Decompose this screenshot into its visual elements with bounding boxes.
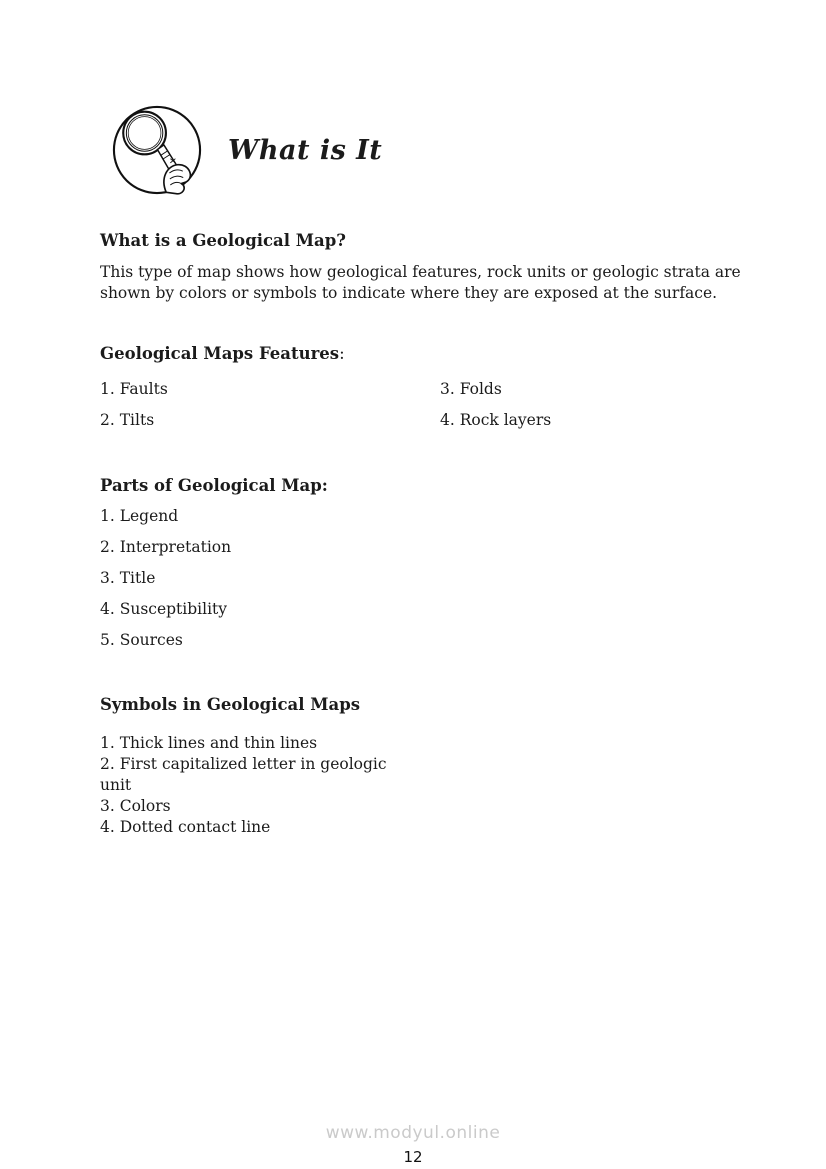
list-item: 4. Dotted contact line bbox=[100, 818, 271, 836]
list-item: 3. Folds bbox=[440, 380, 502, 398]
magnifier-hand-icon bbox=[111, 104, 203, 196]
list-item: 1. Thick lines and thin lines bbox=[100, 734, 318, 752]
symbols-list bbox=[100, 733, 412, 838]
list-item: 2. Interpretation bbox=[100, 538, 232, 556]
site-watermark: www.modyul.online bbox=[325, 1123, 501, 1143]
list-item: 2. First capitalized letter in geologic unit bbox=[100, 755, 387, 794]
parts-heading: Parts of Geological Map: bbox=[100, 476, 328, 495]
features-heading-text: Geological Maps Features bbox=[100, 344, 340, 363]
features-heading-colon: : bbox=[339, 344, 345, 363]
list-item: 1. Faults bbox=[100, 380, 168, 398]
intro-paragraph: This type of map shows how geological features, rock units or geologic strata are shown by colors or symbols to indicate where they are exposed at the surface. bbox=[100, 263, 741, 302]
page-number: 12 bbox=[403, 1148, 423, 1166]
features-list bbox=[100, 379, 742, 431]
list-item: 4. Rock layers bbox=[440, 411, 552, 429]
parts-list bbox=[100, 506, 742, 651]
page-title: What is It bbox=[228, 134, 383, 166]
symbols-heading: Symbols in Geological Maps bbox=[100, 695, 361, 714]
list-item: 5. Sources bbox=[100, 631, 183, 649]
list-item: 3. Title bbox=[100, 569, 156, 587]
intro-heading: What is a Geological Map? bbox=[100, 231, 346, 250]
section-header bbox=[111, 104, 742, 196]
features-heading bbox=[100, 343, 742, 364]
list-item: 2. Tilts bbox=[100, 411, 155, 429]
list-item: 3. Colors bbox=[100, 797, 171, 815]
list-item: 1. Legend bbox=[100, 507, 179, 525]
list-item: 4. Susceptibility bbox=[100, 600, 228, 618]
